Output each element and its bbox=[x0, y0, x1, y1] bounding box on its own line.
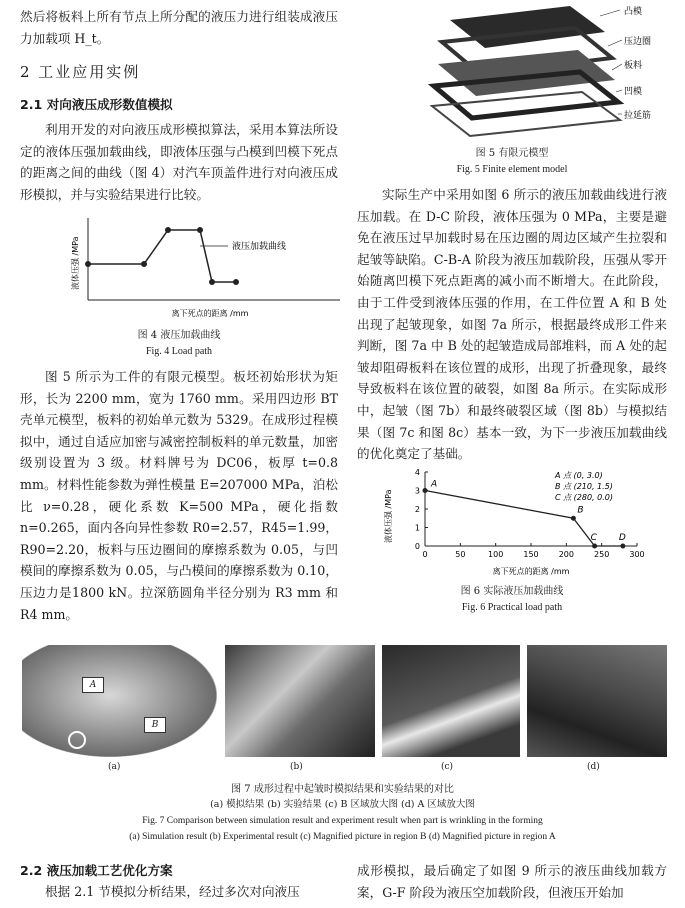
fig5-caption-en: Fig. 5 Finite element model bbox=[456, 164, 568, 175]
fig6-caption-cn: 图 6 实际液压加载曲线 bbox=[460, 586, 564, 597]
fig7-sub-cn: (a) 模拟结果 (b) 实验结果 (c) B 区域放大图 (d) A 区域放大图 bbox=[210, 799, 475, 810]
fig6-point-d bbox=[620, 544, 625, 549]
fig7-caption-cn: 图 7 成形过程中起皱时模拟结果和实验结果的对比 bbox=[231, 784, 454, 795]
fig7-sub-en: (a) Simulation result (b) Experimental result (c) Magnified picture in region B (d) Magnified picture in region A bbox=[129, 832, 556, 842]
fig6-caption-en: Fig. 6 Practical load path bbox=[461, 602, 563, 613]
subsection-2-1-paragraph: 利用开发的对向液压成形模拟算法，采用本算法所设定的液体压强加载曲线，即液体压强与凸模到凹模下死点的距离之间的曲线（图 4）对汽车顶盖件进行对向液压成形模拟，并与实验结果进行比较。 bbox=[20, 122, 338, 202]
subsection-title-2-1: 2.1 对向液压成形数值模拟 bbox=[20, 97, 173, 113]
fig6-x-tick-label: 100 bbox=[488, 550, 504, 559]
fig6-x-tick-label: 50 bbox=[455, 550, 466, 559]
load-path-paragraph: 实际生产中采用如图 6 所示的液压加载曲线进行液压加载。在 D-C 阶段，液体压强为 0 MPa，主要是避免在液压过早加载时易在压边圈的周边区域产生拉裂和起皱等缺陷。C-B-A 阶段为液压加载阶段，压强从零开始随离凹模下死点距离的减小而不断增大。在此阶段，由于工件受到液体压强的作用，在工件位置 A 和 B 处出现了起皱现象，如图 7a 所示，根据最终成形工件来判断，图 7a 中 B 处的起皱造成局部堆料，而 A 处的起皱却阻碍板料在该位置的成形，出现了折叠现象，最终导致板料在该位置的破裂，如图 8a 所示。在实际成形中，起皱（图 7b）和最终破裂区域（图 8b）与模拟结果（图 7c 和图 8c）基本一致，为下一步液压加载曲线的优化奠定了基础。 bbox=[357, 187, 667, 462]
fig4-load-curve bbox=[60, 210, 350, 325]
fig7-caption-en: Fig. 7 Comparison between simulation result and experiment result when part is wrinkling in the forming bbox=[142, 816, 543, 826]
fig6-legend-entry: A 点 (0, 3.0) bbox=[555, 471, 603, 480]
fig6-x-tick-label: 150 bbox=[523, 550, 539, 559]
fig5-label-punch: 凸模 bbox=[624, 7, 643, 17]
fig6-point-label-a: A bbox=[431, 479, 438, 490]
fig6-x-tick-label: 250 bbox=[594, 550, 610, 559]
intro-paragraph: 然后将板料上所有节点上所分配的液压力进行组装成液压力加载项 H_t。 bbox=[20, 9, 338, 46]
fig7-sub-d: (d) bbox=[587, 762, 600, 772]
subsection-title-2-2: 2.2 液压加载工艺优化方案 bbox=[20, 863, 173, 878]
fig7a-simulation-photo bbox=[22, 645, 217, 757]
fig6-practical-load-chart bbox=[375, 462, 665, 580]
fig7-sub-b: (b) bbox=[290, 762, 303, 772]
fig6-ylabel: 液体压强 /MPa bbox=[384, 489, 393, 543]
fig4-curve-label: 液压加载曲线 bbox=[232, 242, 287, 252]
left-column bbox=[20, 6, 338, 206]
right-column bbox=[357, 184, 667, 465]
fig6-y-tick-label: 4 bbox=[414, 468, 420, 477]
fig7-sub-c: (c) bbox=[441, 762, 454, 772]
section-title: 2 工业应用实例 bbox=[20, 63, 141, 82]
fig6-legend-entry: C 点 (280, 0.0) bbox=[555, 493, 613, 502]
fig6-point-label-c: C bbox=[590, 533, 597, 543]
fig6-point-c bbox=[592, 544, 597, 549]
fig5-caption-cn: 图 5 有限元模型 bbox=[475, 148, 549, 159]
fig7a-label-b: B bbox=[144, 717, 166, 733]
right-bottom-paragraph: 成形模拟，最后确定了如图 9 所示的液压曲线加载方案，G-F 阶段为液压空加载阶段，但液压开始加 bbox=[357, 863, 667, 900]
right-column-bottom bbox=[357, 860, 667, 903]
subsection-2-2-paragraph: 根据 2.1 节模拟分析结果，经过多次对向液压 bbox=[45, 884, 300, 899]
fig5-label-sheet: 板料 bbox=[624, 61, 643, 71]
fig5-label-drawbead: 拉延筋 bbox=[624, 111, 652, 121]
fig6-y-tick-label: 3 bbox=[414, 486, 420, 496]
fig6-x-tick-label: 300 bbox=[629, 550, 645, 559]
fig6-point-b bbox=[571, 516, 576, 521]
fig6-x-tick-label: 0 bbox=[422, 550, 428, 559]
fig6-point-label-d: D bbox=[618, 533, 626, 543]
fig7a-label-a: A bbox=[82, 677, 104, 693]
fe-model-paragraph: 图 5 所示为工件的有限元模型。板坯初始形状为矩形，长为 2200 mm，宽为 1760 mm。采用四边形 BT 壳单元模型，板料的初始单元数为 5329。在成形过程模拟中，通过自适应加密与减密控制板料的单元数量，加密级别设置为 3 级。材料牌号为 DC06，板厚 t=0.8 mm。材料性能参数为弹性模量 E=207000 MPa，泊松比 ν=0.28，硬化系数 K=500 MPa，硬化指数 n=0.265，面内各向异性参数 R0=2.57，R45=1.99，R90=2.20，板料与压边圈间的摩擦系数为 0.05，与凹模间的摩擦系数为 0.05，与凸模间的摩擦系数为 0.10，压边力是1800 kN。拉深筋圆角半径分别为 R3 mm 和 R4 mm。 bbox=[20, 369, 338, 622]
fig7d-region-a-photo bbox=[527, 645, 667, 757]
fig5-finite-element-model bbox=[400, 2, 670, 142]
fig7c-region-b-photo bbox=[382, 645, 520, 757]
fig5-label-blankholder: 压边圈 bbox=[624, 37, 652, 47]
fig5-label-die: 凹模 bbox=[624, 87, 643, 97]
fig7b-experiment-photo bbox=[225, 645, 375, 757]
fig4-ylabel: 液体压强 /MPa bbox=[71, 236, 80, 290]
fig6-x-tick-label: 200 bbox=[558, 550, 574, 559]
fig4-xlabel: 离下死点的距离 /mm bbox=[171, 309, 249, 318]
fig7a-region-marker bbox=[68, 731, 86, 749]
section-2-2 bbox=[20, 860, 338, 903]
fig7-sub-a: (a) bbox=[108, 762, 121, 772]
fig6-point-a bbox=[423, 488, 428, 493]
fig6-xlabel: 离下死点的距离 /mm bbox=[492, 567, 570, 576]
fig4-caption-cn: 图 4 液压加载曲线 bbox=[137, 330, 221, 341]
fig6-y-tick-label: 1 bbox=[414, 523, 420, 533]
fig6-point-label-b: B bbox=[577, 505, 584, 516]
fig6-y-tick-label: 2 bbox=[414, 505, 420, 514]
fig6-y-tick-label: 0 bbox=[414, 542, 420, 551]
left-column-lower bbox=[20, 366, 338, 625]
fig6-legend-entry: B 点 (210, 1.5) bbox=[555, 482, 613, 491]
fig4-caption-en: Fig. 4 Load path bbox=[145, 346, 213, 357]
